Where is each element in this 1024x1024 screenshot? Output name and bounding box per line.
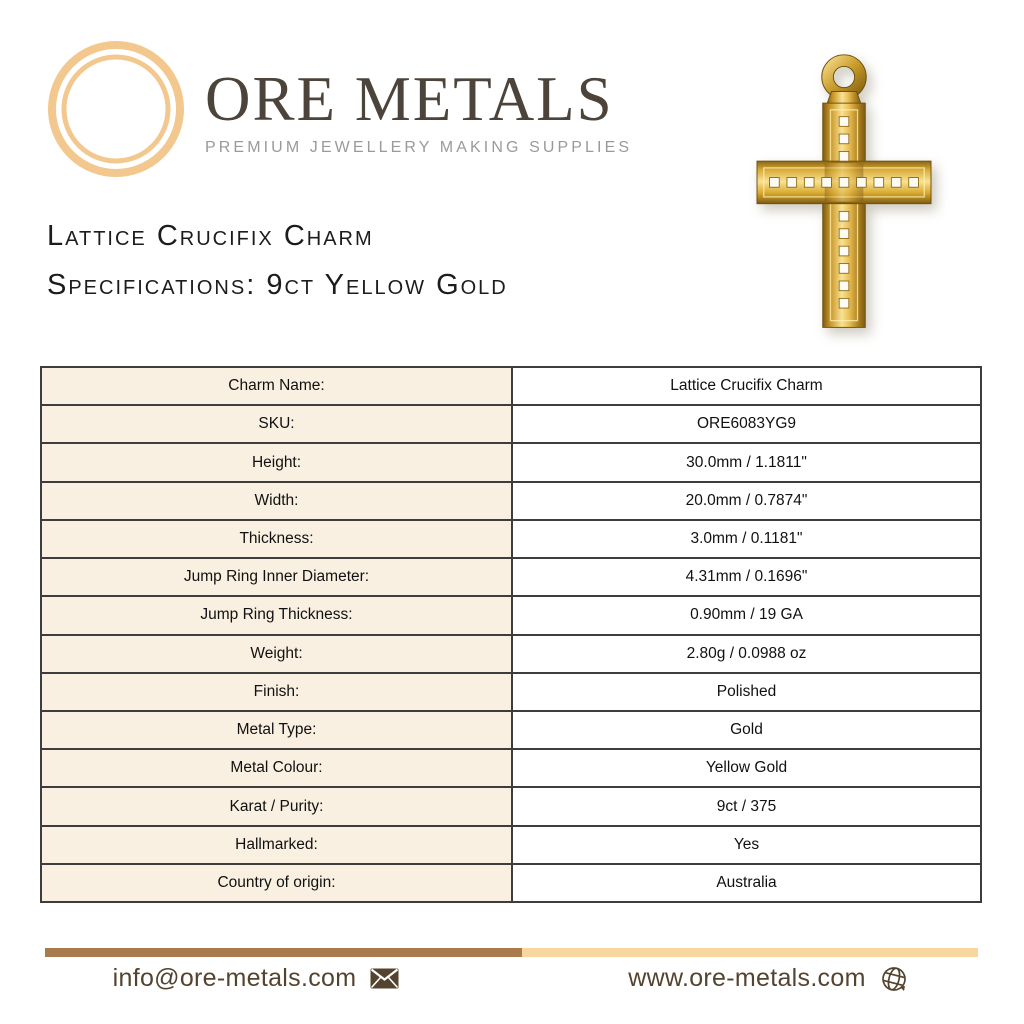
table-row (42, 406, 980, 444)
spec-value: 20.0mm / 0.7874" (513, 483, 980, 519)
spec-value: Gold (513, 712, 980, 748)
footer-contacts (0, 964, 1024, 993)
table-row (42, 444, 980, 482)
spec-value: 0.90mm / 19 GA (513, 597, 980, 633)
table-row (42, 712, 980, 750)
spec-value: Yellow Gold (513, 750, 980, 786)
brand-logo (45, 38, 633, 180)
table-row (42, 597, 980, 635)
table-row (42, 865, 980, 901)
table-row (42, 368, 980, 406)
spec-label: Hallmarked: (42, 827, 513, 863)
table-row (42, 674, 980, 712)
website-contact[interactable] (512, 964, 1024, 993)
spec-value: Australia (513, 865, 980, 901)
spec-value: 3.0mm / 0.1181" (513, 521, 980, 557)
spec-table (40, 366, 982, 903)
table-row (42, 483, 980, 521)
page-title (47, 222, 508, 300)
spec-label: Karat / Purity: (42, 788, 513, 824)
spec-value: 2.80g / 0.0988 oz (513, 636, 980, 672)
spec-label: Finish: (42, 674, 513, 710)
spec-value: Polished (513, 674, 980, 710)
divider-left-segment (45, 948, 522, 957)
spec-label: Jump Ring Thickness: (42, 597, 513, 633)
spec-value: 9ct / 375 (513, 788, 980, 824)
spec-value: Yes (513, 827, 980, 863)
spec-label: Charm Name: (42, 368, 513, 404)
spec-label: Weight: (42, 636, 513, 672)
spec-label: Metal Type: (42, 712, 513, 748)
envelope-icon (370, 968, 399, 989)
email-contact[interactable] (0, 964, 512, 993)
divider-right-segment (522, 948, 978, 957)
table-row (42, 750, 980, 788)
spec-value: ORE6083YG9 (513, 406, 980, 442)
table-row (42, 559, 980, 597)
logo-rings-icon (45, 38, 187, 180)
spec-label: Width: (42, 483, 513, 519)
brand-tagline: PREMIUM JEWELLERY MAKING SUPPLIES (205, 139, 633, 156)
spec-label: SKU: (42, 406, 513, 442)
table-row (42, 827, 980, 865)
table-row (42, 636, 980, 674)
spec-label: Jump Ring Inner Diameter: (42, 559, 513, 595)
table-row (42, 788, 980, 826)
spec-value: 30.0mm / 1.1811" (513, 444, 980, 480)
spec-label: Thickness: (42, 521, 513, 557)
email-link[interactable]: info@ore-metals.com (112, 964, 357, 992)
website-link[interactable]: www.ore-metals.com (628, 964, 866, 992)
spec-value: 4.31mm / 0.1696" (513, 559, 980, 595)
spec-label: Metal Colour: (42, 750, 513, 786)
spec-value: Lattice Crucifix Charm (513, 368, 980, 404)
spec-label: Height: (42, 444, 513, 480)
product-image-crucifix-charm (728, 48, 960, 340)
crucifix-charm-icon (728, 48, 960, 340)
product-subtitle: Specifications: 9ct Yellow Gold (47, 269, 508, 301)
globe-icon (880, 965, 908, 993)
footer-divider (45, 948, 978, 957)
spec-label: Country of origin: (42, 865, 513, 901)
brand-name: ORE METALS (205, 64, 614, 134)
product-title: Lattice Crucifix Charm (47, 220, 374, 252)
table-row (42, 521, 980, 559)
